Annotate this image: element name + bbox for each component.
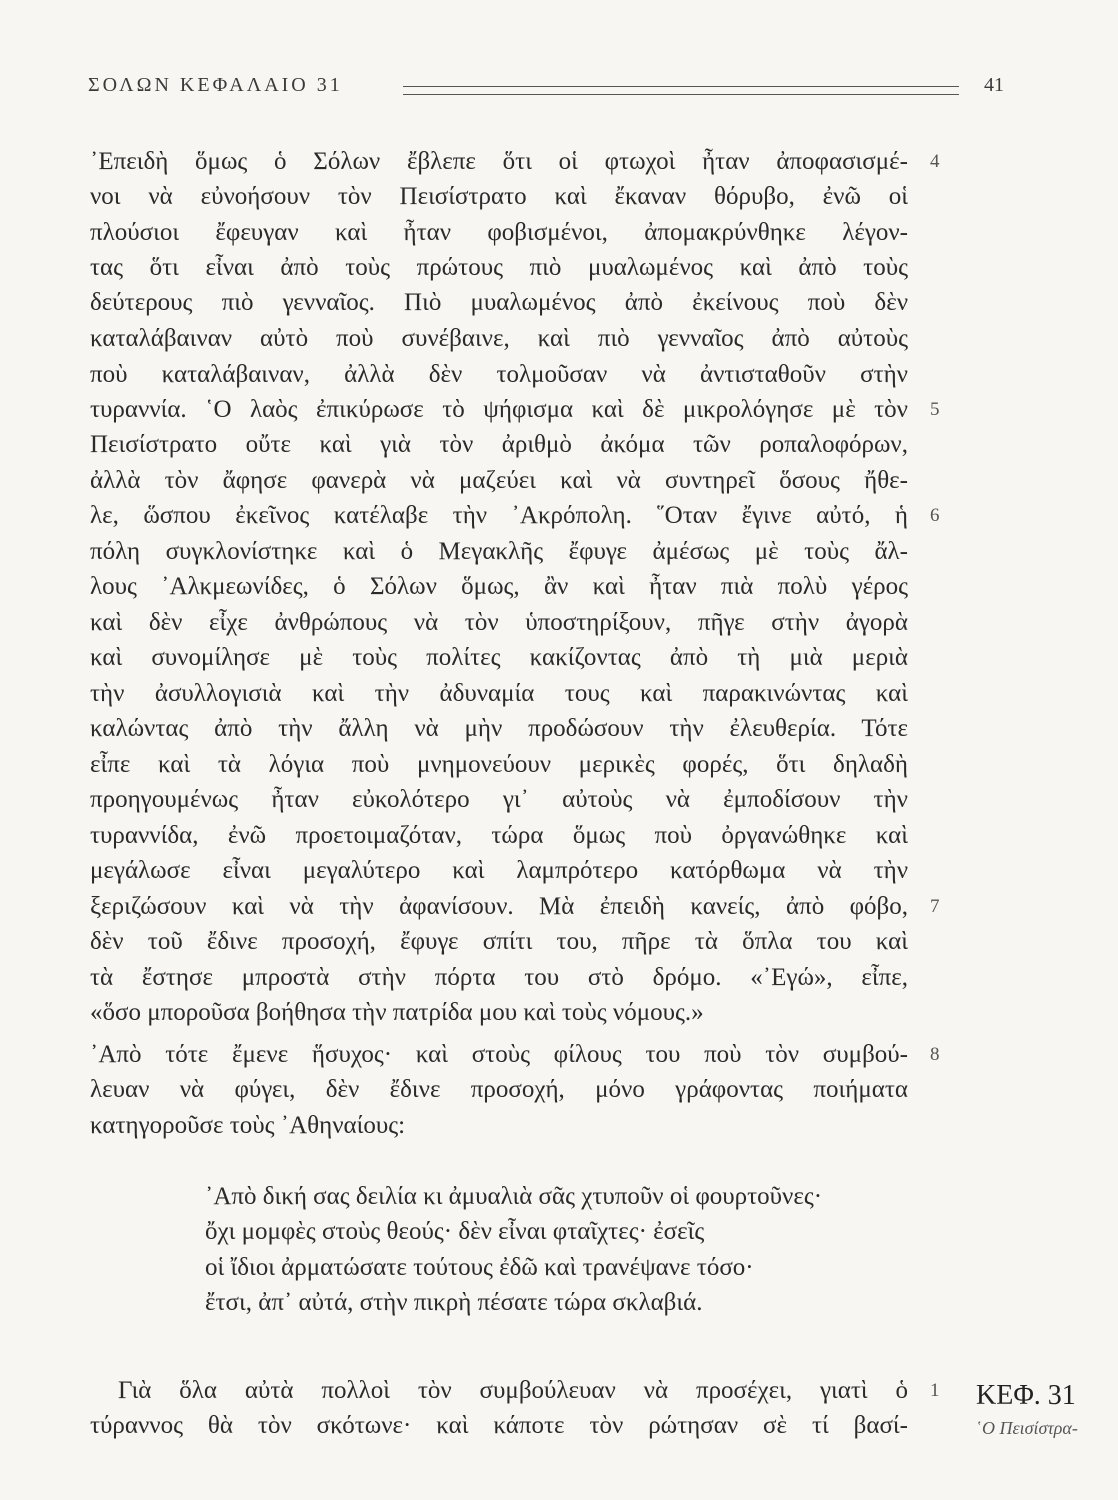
verse-line: ᾿Απὸ δική σας δειλία κι ἀμυαλιὰ σᾶς χτυποῦν οἱ φουρτοῦνες·	[205, 1183, 823, 1210]
text-line: δεύτερους πιὸ γενναῖος. Πιὸ μυαλωμένος ἀπὸ ἐκείνους ποὺ δὲν	[90, 289, 908, 316]
text-line: τυραννίδα, ἐνῶ προετοιμαζόταν, τώρα ὅμως ποὺ ὀργανώθηκε καὶ	[90, 822, 908, 849]
text-line: ᾿Απὸ τότε ἔμενε ἥσυχος· καὶ στοὺς φίλους του ποὺ τὸν συμβού-	[90, 1041, 908, 1068]
text-line: τύραννος θὰ τὸν σκότωνε· καὶ κάποτε τὸν ρώτησαν σὲ τί βασί-	[90, 1412, 908, 1439]
text-line: νοι νὰ εὐνοήσουν τὸν Πεισίστρατο καὶ ἔκαναν θόρυβο, ἐνῶ οἱ	[90, 183, 908, 210]
text-line: καλώντας ἀπὸ τὴν ἄλλη νὰ μὴν προδώσουν τὴν ἐλευθερία. Τότε	[90, 715, 908, 742]
text-line: καταλάβαιναν αὐτὸ ποὺ συνέβαινε, καὶ πιὸ γενναῖος ἀπὸ αὐτοὺς	[90, 325, 908, 352]
text-line: πλούσιοι ἔφευγαν καὶ ἦταν φοβισμένοι, ἀπομακρύνθηκε λέγον-	[90, 219, 908, 246]
text-line: λευαν νὰ φύγει, δὲν ἔδινε προσοχή, μόνο γράφοντας ποιήματα	[90, 1076, 908, 1103]
text-line: καὶ δὲν εἶχε ἀνθρώπους νὰ τὸν ὑποστηρίξουν, πῆγε στὴν ἀγορὰ	[90, 609, 908, 636]
chapter-subtitle: ῾Ο Πεισίστρα-	[976, 1418, 1078, 1438]
text-line: δὲν τοῦ ἔδινε προσοχή, ἔφυγε σπίτι του, πῆρε τὰ ὅπλα του καὶ	[90, 928, 908, 955]
text-line: λε, ὥσπου ἐκεῖνος κατέλαβε τὴν ᾿Ακρόπολη. ῞Οταν ἔγινε αὐτό, ἡ	[90, 502, 908, 529]
verse-line: ὄχι μομφὲς στοὺς θεούς· δὲν εἶναι φταῖχτες· ἐσεῖς	[205, 1218, 705, 1245]
margin-number: 7	[930, 896, 940, 917]
text-line: πόλη συγκλονίστηκε καὶ ὁ Μεγακλῆς ἔφυγε ἀμέσως μὲ τοὺς ἄλ-	[90, 538, 908, 565]
text-line: ᾿Επειδὴ ὅμως ὁ Σόλων ἔβλεπε ὅτι οἱ φτωχοὶ ἦταν ἀποφασισμέ-	[90, 148, 908, 175]
text-line: τὰ ἔστησε μπροστὰ στὴν πόρτα του στὸ δρόμο. «᾿Εγώ», εἶπε,	[90, 964, 908, 991]
text-line: καὶ συνομίλησε μὲ τοὺς πολίτες κακίζοντας ἀπὸ τὴ μιὰ μεριὰ	[90, 644, 908, 671]
margin-number: 6	[930, 505, 940, 526]
chapter-marker: ΚΕΦ. 31	[976, 1380, 1076, 1411]
text-line: «ὅσο μποροῦσα βοήθησα τὴν πατρίδα μου καὶ τοὺς νόμους.»	[90, 999, 704, 1026]
text-line: ποὺ καταλάβαιναν, ἀλλὰ δὲν τολμοῦσαν νὰ ἀντισταθοῦν στὴν	[90, 361, 908, 388]
margin-number: 1	[930, 1380, 940, 1401]
text-line: τὴν ἀσυλλογισιὰ καὶ τὴν ἀδυναμία τους καὶ παρακινώντας καὶ	[90, 680, 908, 707]
text-line: κατηγοροῦσε τοὺς ᾿Αθηναίους:	[90, 1112, 406, 1139]
page-number: 41	[984, 74, 1004, 96]
text-line: εἶπε καὶ τὰ λόγια ποὺ μνημονεύουν μερικὲς φορές, ὅτι δηλαδὴ	[90, 751, 908, 778]
text-line: Πεισίστρατο οὔτε καὶ γιὰ τὸν ἀριθμὸ ἀκόμα τῶν ροπαλοφόρων,	[90, 431, 908, 458]
text-line: μεγάλωσε εἶναι μεγαλύτερο καὶ λαμπρότερο κατόρθωμα νὰ τὴν	[90, 857, 908, 884]
text-line: λους ᾿Αλκμεωνίδες, ὁ Σόλων ὅμως, ἂν καὶ ἦταν πιὰ πολὺ γέρος	[90, 573, 908, 600]
margin-number: 4	[930, 151, 940, 172]
header-rule	[403, 86, 959, 95]
running-title: ΣΟΛΩΝ ΚΕΦΑΛΑΙΟ 31	[88, 74, 343, 96]
text-line: προηγουμένως ἦταν εὐκολότερο γι᾿ αὐτοὺς νὰ ἐμποδίσουν τὴν	[90, 786, 908, 813]
running-header	[88, 72, 1004, 106]
text-line: τας ὅτι εἶναι ἀπὸ τοὺς πρώτους πιὸ μυαλωμένος καὶ ἀπὸ τοὺς	[90, 254, 908, 281]
verse-line: οἱ ἴδιοι ἀρματώσατε τούτους ἐδῶ καὶ τρανέψανε τόσο·	[205, 1254, 754, 1281]
text-line: ἀλλὰ τὸν ἄφησε φανερὰ νὰ μαζεύει καὶ νὰ συντηρεῖ ὅσους ἤθε-	[90, 467, 908, 494]
text-line: Γιὰ ὅλα αὐτὰ πολλοὶ τὸν συμβούλευαν νὰ προσέχει, γιατὶ ὁ	[118, 1377, 908, 1404]
text-line: τυραννία. ῾Ο λαὸς ἐπικύρωσε τὸ ψήφισμα καὶ δὲ μικρολόγησε μὲ τὸν	[90, 396, 908, 423]
margin-number: 8	[930, 1044, 940, 1065]
text-line: ξεριζώσουν καὶ νὰ τὴν ἀφανίσουν. Μὰ ἐπειδὴ κανείς, ἀπὸ φόβο,	[90, 893, 908, 920]
margin-number: 5	[930, 399, 940, 420]
verse-line: ἔτσι, ἀπ᾿ αὐτά, στὴν πικρὴ πέσατε τώρα σκλαβιά.	[205, 1289, 703, 1316]
